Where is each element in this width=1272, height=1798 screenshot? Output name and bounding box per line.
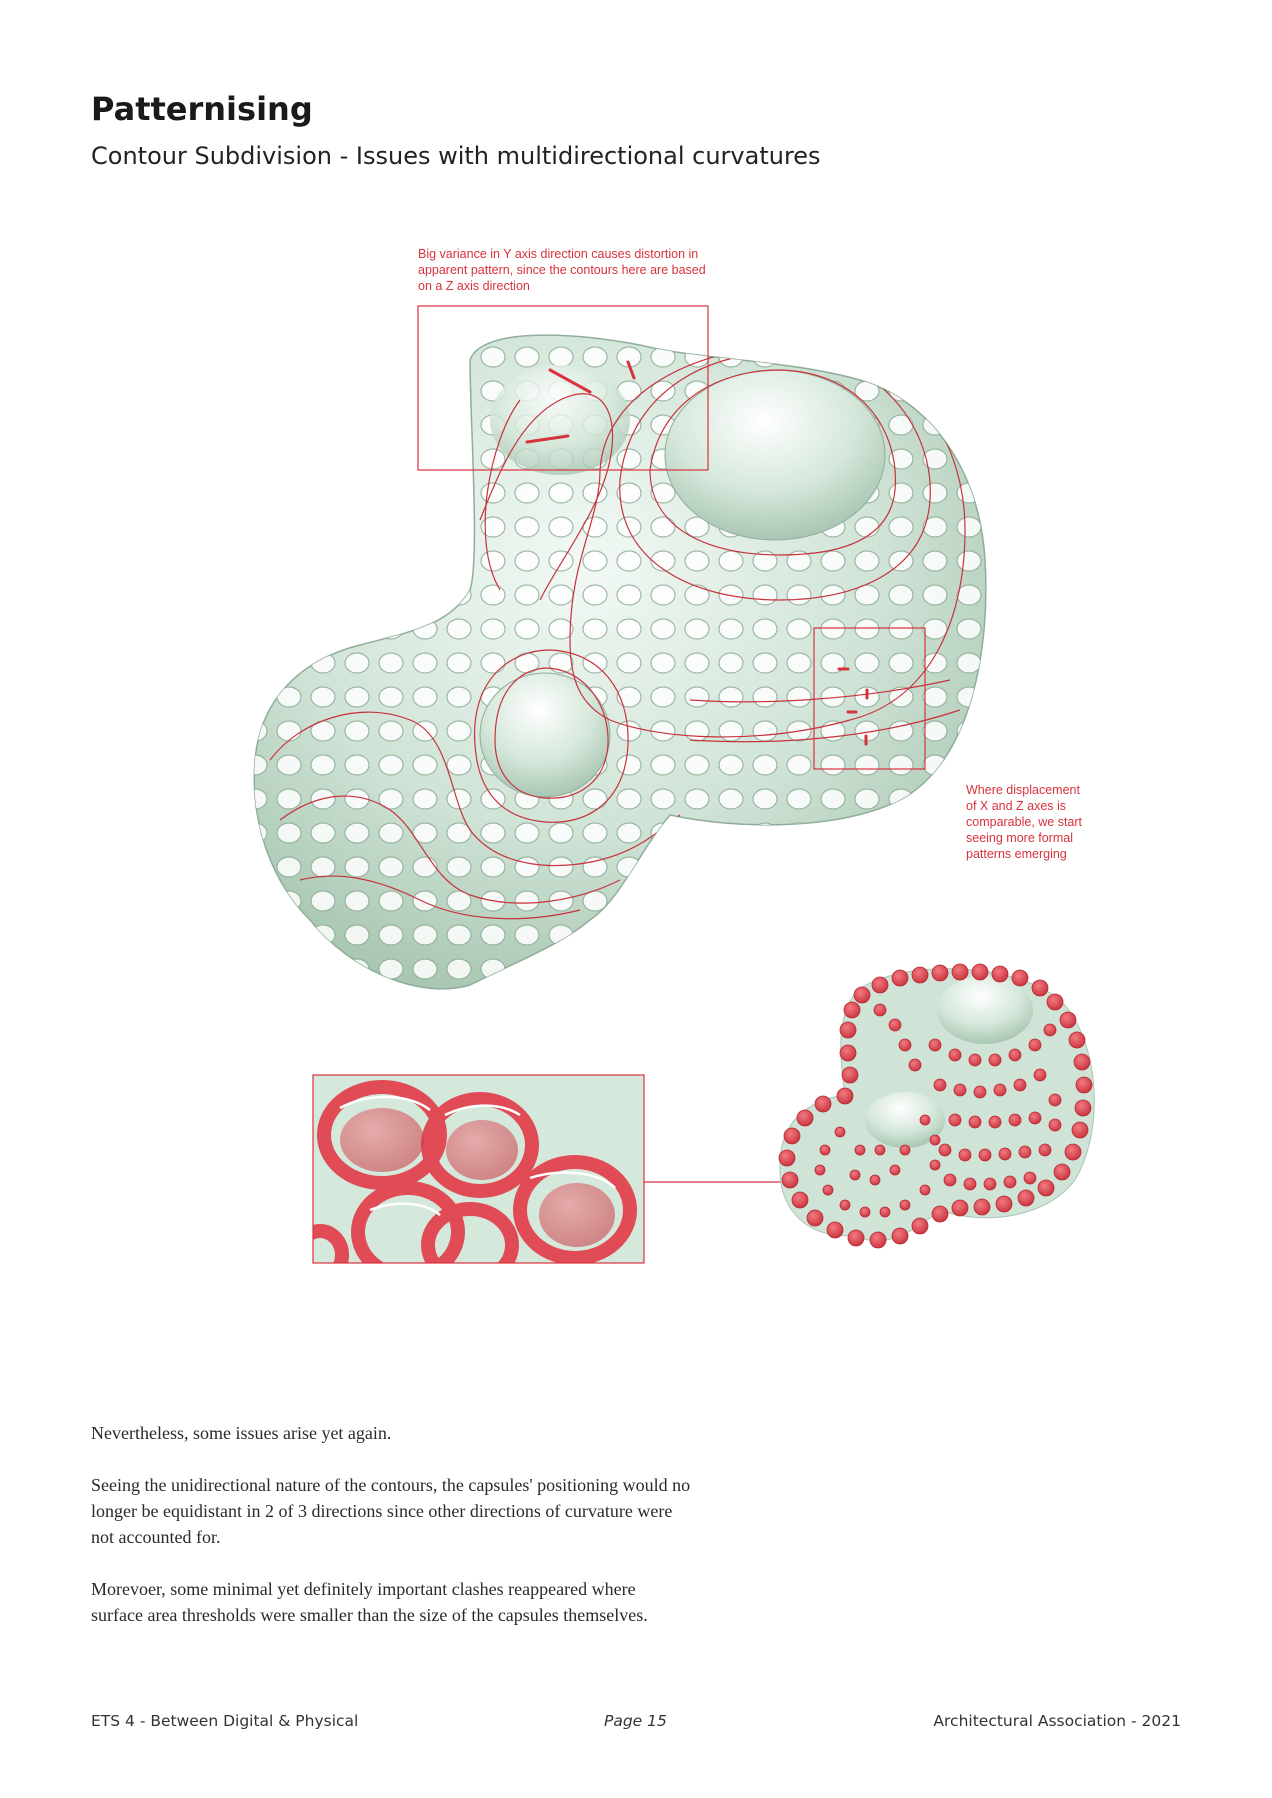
paragraph: Morevoer, some minimal yet definitely important clashes reappeared where surface area thresholds were smaller than the size of the capsules themselves. — [91, 1579, 648, 1625]
body-text — [91, 1420, 691, 1654]
page-subtitle: Contour Subdivision - Issues with multidirectional curvatures — [91, 142, 821, 170]
capsule-model-render — [779, 964, 1094, 1248]
main-surface-render — [250, 330, 990, 1000]
paragraph: Seeing the unidirectional nature of the contours, the capsules' positioning would no longer be equidistant in 2 of 3 directions since other directions of curvature were not accounted for. — [91, 1475, 691, 1547]
footer-page-number: Page 15 — [604, 1712, 667, 1730]
footer-course: ETS 4 - Between Digital & Physical — [91, 1712, 359, 1730]
capsule-closeup-inset — [298, 1075, 644, 1281]
page-title: Patternising — [91, 90, 313, 128]
annotation-y-axis-distortion: Big variance in Y axis direction causes distortion in apparent pattern, since the contours here are based on a Z axis direction — [418, 247, 706, 293]
paragraph: Nevertheless, some issues arise yet again. — [91, 1423, 392, 1443]
annotation-formal-patterns: Where displacement of X and Z axes is comparable, we start seeing more formal patterns emerging — [966, 783, 1083, 861]
footer-institution: Architectural Association - 2021 — [933, 1712, 1181, 1730]
